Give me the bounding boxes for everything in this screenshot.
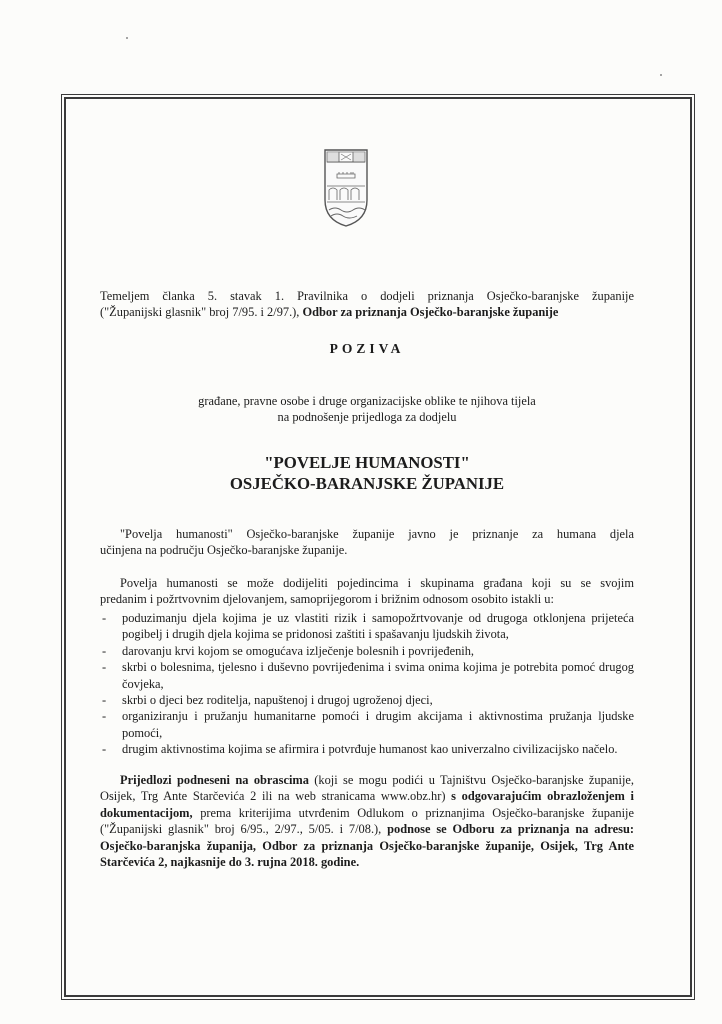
criteria-line-1: Povelja humanosti se može dodijeliti pojedincima i skupinama građana koji su se svojim: [120, 576, 634, 590]
committee-name: Odbor za priznanja Osječko-baranjske županije: [302, 305, 559, 319]
scan-speck: [660, 74, 662, 76]
submission-bold-2: s odgovarajućim obrazloženjem i dokumentacijom,: [100, 789, 634, 820]
title-line-1: "POVELJE HUMANOSTI": [264, 453, 470, 472]
coat-of-arms-icon: [323, 148, 369, 228]
submission-bold-3: podnose se Odboru za priznanja na adresu: Osječko-baranjska županija, Odbor za priznanja Osječko-baranjske županije, Osijek, Trg Ante Starčevića 2, najkasnije do 3. rujna 2018. godine.: [100, 822, 634, 870]
invitees-line-1: građane, pravne osobe i druge organizacijske oblike te njihova tijela: [198, 394, 536, 408]
scan-speck: [126, 37, 128, 39]
title-line-2: OSJEČKO-BARANJSKE ŽUPANIJE: [229, 473, 505, 493]
invitees-line-2: na podnošenje prijedloga za dodjelu: [277, 410, 457, 424]
header-line-2: [100, 304, 634, 320]
header-citation: ("Županijski glasnik" broj 7/95. i 2/97.),: [100, 305, 303, 319]
header-line-1: Temeljem članka 5. stavak 1. Pravilnika o dodjeli priznanja Osječko-baranjske županije: [100, 289, 634, 303]
submission-paragraph: [100, 772, 634, 870]
criteria-item: - skrbi o bolesnima, tjelesno i duševno povrijeđenima i svima onima kojima je potrebita pomoć drugog čovjeka,: [100, 659, 634, 692]
criteria-item: - organiziranju i pružanju humanitarne pomoći i drugim akcijama i aktivnostima pružanja ljudske pomoći,: [100, 708, 634, 741]
criteria-item: - darovanju krvi kojom se omogućava izlječenje bolesnih i povrijeđenih,: [100, 643, 634, 659]
document-title: [100, 453, 634, 494]
submission-text-2: prema kriterijima utvrđenim Odlukom o priznanjima Osječko-baranjske županije ("Županijski glasnik" broj 6/95., 2/97., 5/05. i 7/08.),: [100, 805, 634, 837]
intro-line-2: učinjena na području Osječko-baranjske županije.: [100, 543, 348, 557]
poziva-heading: POZIVA: [329, 341, 405, 356]
criteria-item: - poduzimanju djela kojima je uz vlastiti rizik i samopožrtvovanje od drugoga otklonjena prijeteća pogibelj i drugih djela kojima se pridonosi zaštiti i spašavanju ljudskih života,: [100, 610, 634, 643]
intro-line-1: "Povelja humanosti" Osječko-baranjske županije javno je priznanje za humana djela: [120, 527, 634, 541]
submission-bold-1: Prijedlozi podneseni na obrascima: [120, 773, 309, 787]
criteria-list: [100, 610, 634, 758]
submission-text-1: (koji se mogu podići u Tajništvu Osječko-baranjske županije, Osijek, Trg Ante Starčevića 2 ili na web stranicama www.obz.hr): [100, 773, 634, 804]
criteria-item: - skrbi o djeci bez roditelja, napuštenoj i drugoj ugroženoj djeci,: [100, 692, 634, 708]
criteria-line-2: predanim i požrtvovnim djelovanjem, samoprijegorom i brižnim odnosom osobito istakli u:: [100, 592, 554, 606]
criteria-item: - drugim aktivnostima kojima se afirmira i potvrđuje humanost kao univerzalno civilizacijsko načelo.: [100, 741, 634, 757]
